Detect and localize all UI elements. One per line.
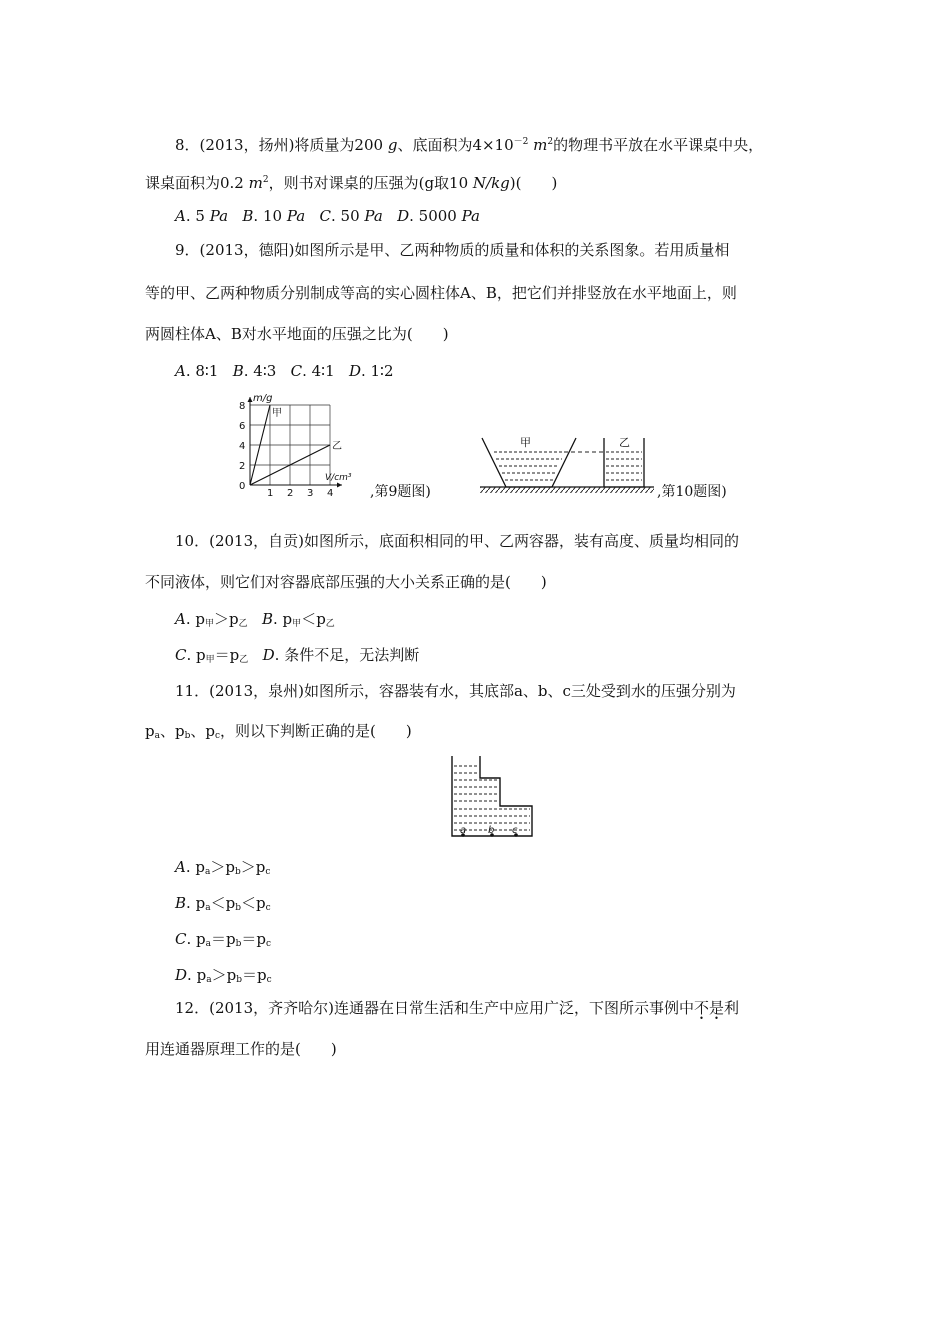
q12-text: 利 (724, 999, 740, 1017)
subscript: 乙 (325, 619, 335, 629)
separator: 、p (190, 722, 215, 740)
operator: ＝ (214, 646, 230, 664)
q10-line1: 10．(2013，自贡)如图所示，底面积相同的甲、乙两容器，装有高度、质量均相同的 (175, 532, 739, 550)
liquid-yi (606, 452, 642, 480)
q8-text: 的物理书平放在水平课桌中央， (553, 136, 764, 154)
q10-options-cd (175, 645, 419, 670)
option-a[interactable]: A. 5 Pa (175, 207, 229, 225)
y-axis-label: m/g (253, 393, 273, 404)
subscript: 乙 (238, 619, 248, 629)
origin-label: 0 (239, 481, 246, 492)
q11-text: ，则以下判断正确的是( ) (220, 722, 412, 740)
subscript: 乙 (239, 655, 249, 665)
y-tick-label: 2 (239, 461, 246, 472)
q9-options (175, 361, 394, 381)
subscript: b (235, 939, 242, 949)
q11-option-b[interactable]: B. $p_a<p_b<p_c$ (175, 894, 271, 913)
q8-text: )( ) (509, 174, 558, 192)
water (454, 766, 530, 830)
symbol-p: p (255, 858, 266, 876)
operator: ＞ (211, 966, 227, 984)
separator: 、p (159, 722, 185, 740)
subscript: c (214, 731, 221, 741)
subscript: a (205, 867, 211, 877)
q9-line2: 等的甲、乙两种物质分别制成等高的实心圆柱体A、B，把它们并排竖放在水平地面上，则 (145, 284, 737, 302)
subscript: 甲 (205, 655, 215, 665)
subscript: b (235, 903, 241, 913)
q11-option-a[interactable]: A. $p_a>p_b>p_c$ (175, 858, 271, 877)
q8-line2 (145, 170, 557, 193)
symbol-p: p (229, 646, 240, 664)
figure-9-chart (228, 392, 370, 502)
option-unit: Pa (209, 207, 229, 225)
subscript: 甲 (292, 619, 302, 629)
subscript: a (205, 939, 212, 949)
figure-11-diagram (446, 754, 536, 840)
q10-options-ab (175, 609, 335, 634)
liquid-jia (494, 452, 564, 480)
option-c[interactable]: C. 50 Pa (319, 207, 383, 225)
x-tick-label: 2 (287, 488, 294, 499)
q11-option-c[interactable]: C. $p_a=p_b=p_c$ (175, 930, 272, 949)
subscript: b (236, 975, 242, 985)
unit-m: m (533, 136, 548, 154)
q11-option-d[interactable]: D. $p_a>p_b=p_c$ (175, 966, 272, 985)
exponent: 2 (262, 175, 269, 185)
y-axis-arrow (248, 397, 253, 402)
label-a: a (460, 825, 467, 836)
ground-hatch (480, 487, 654, 493)
y-tick-label: 4 (239, 441, 246, 452)
option-letter: A (175, 362, 186, 380)
figure-10-caption: ,第10题图) (657, 484, 727, 500)
subscript: c (265, 867, 271, 877)
x-tick-label: 3 (307, 488, 314, 499)
subscript: c (266, 939, 272, 949)
exponent: 2 (547, 137, 554, 147)
q9-line1: 9．(2013，德阳)如图所示是甲、乙两种物质的质量和体积的关系图象。若用质量相 (175, 241, 730, 259)
option-letter: A (175, 858, 186, 876)
option-letter: C (175, 930, 187, 948)
unit-m: m (248, 174, 263, 192)
series-jia-label: 甲 (272, 408, 282, 419)
symbol-p: p (225, 858, 235, 876)
option-letter: C (319, 207, 331, 225)
symbol-p: p (282, 610, 293, 628)
subscript: b (235, 867, 241, 877)
option-letter: B (175, 894, 187, 912)
option-unit: Pa (461, 207, 480, 225)
q12-text: 12．(2013，齐齐哈尔)连通器在日常生活和生产中应用广泛，下图所示事例中 (175, 999, 694, 1017)
option-c[interactable]: C. $p_甲=p_乙$ (175, 646, 249, 665)
symbol-p: p (195, 858, 205, 876)
option-d[interactable]: D. 1∶2 (348, 362, 394, 380)
stepped-container (452, 756, 532, 836)
option-a[interactable]: A. $p_甲>p_乙$ (175, 610, 248, 629)
figure-10-diagram (478, 430, 658, 496)
x-axis-arrow (337, 483, 342, 488)
symbol-p: p (195, 894, 206, 912)
operator: ＝ (241, 966, 257, 984)
subscript: c (265, 903, 271, 913)
unit-g: g (387, 136, 398, 154)
symbol-p: p (196, 930, 206, 948)
symbol-p: p (226, 966, 237, 984)
q11-line2 (145, 721, 412, 746)
symbol-p: p (226, 930, 236, 948)
q8-text: 、底面积为4×10 (397, 136, 514, 154)
option-b[interactable]: B. 4∶3 (232, 362, 277, 380)
option-b[interactable]: B. $p_甲<p_乙$ (261, 610, 335, 629)
option-letter: C (290, 362, 303, 380)
q8-text: 课桌面积为0.2 (145, 174, 249, 192)
option-letter: B (242, 207, 254, 225)
symbol-p: p (229, 610, 239, 628)
q10-line2: 不同液体，则它们对容器底部压强的大小关系正确的是( ) (145, 573, 547, 591)
symbol-p: p (196, 646, 206, 664)
operator: ＜ (301, 610, 317, 628)
option-text: 5 (195, 207, 210, 225)
x-axis-label: V/cm³ (325, 473, 352, 483)
option-letter: B (261, 610, 273, 628)
y-tick-label: 8 (239, 401, 246, 412)
option-unit: Pa (286, 207, 306, 225)
option-text: 条件不足，无法判断 (284, 646, 420, 664)
option-text: 10 (262, 207, 287, 225)
q11-line1: 11．(2013，泉州)如图所示，容器装有水，其底部a、b、c三处受到水的压强分别为 (175, 682, 736, 700)
operator: ＞ (240, 858, 256, 876)
symbol-p: p (316, 610, 326, 628)
y-tick-label: 6 (239, 421, 246, 432)
operator: ＜ (210, 894, 226, 912)
q9-line3: 两圆柱体A、B对水平地面的压强之比为( ) (145, 325, 449, 343)
subscript: 甲 (205, 619, 215, 629)
option-b[interactable]: B. 10 Pa (242, 207, 306, 225)
symbol-p: p (256, 966, 267, 984)
figure-9-caption: ,第9题图) (370, 484, 431, 500)
option-unit: Pa (364, 207, 383, 225)
operator: ＝ (241, 930, 257, 948)
symbol-p: p (256, 930, 267, 948)
option-letter: C (175, 646, 187, 664)
subscript: a (206, 975, 212, 985)
symbol-p: p (145, 722, 155, 740)
x-tick-label: 4 (327, 488, 334, 499)
option-c[interactable]: C. 4∶1 (290, 362, 335, 380)
operator: ＝ (211, 930, 227, 948)
exponent: －2 (513, 137, 529, 147)
option-letter: A (175, 610, 186, 628)
option-d[interactable]: D. 条件不足，无法判断 (262, 646, 420, 664)
option-letter: D (262, 646, 275, 664)
option-letter: A (175, 207, 186, 225)
operator: ＞ (210, 858, 226, 876)
label-b: b (488, 825, 495, 836)
option-a[interactable]: A. 8∶1 (175, 362, 219, 380)
emphasis-is: 是 (708, 999, 724, 1017)
series-yi-label: 乙 (332, 441, 342, 452)
operator: ＞ (214, 610, 230, 628)
q8-options (175, 206, 480, 226)
option-text: 5000 (418, 207, 462, 225)
option-letter: D (175, 966, 188, 984)
option-letter: D (348, 362, 361, 380)
option-d[interactable]: D. 5000 Pa (397, 207, 480, 225)
q12-line2: 用连通器原理工作的是( ) (145, 1040, 337, 1058)
unit-nkg: N/kg (472, 174, 510, 192)
symbol-p: p (255, 894, 266, 912)
operator: ＜ (240, 894, 256, 912)
option-text: 8∶1 (195, 362, 219, 380)
q8-text: ，则书对课桌的压强为(g取10 (268, 174, 473, 192)
subscript: b (184, 731, 191, 741)
option-text: 1∶2 (370, 362, 394, 380)
subscript: a (154, 731, 160, 741)
symbol-p: p (196, 966, 207, 984)
label-jia: 甲 (520, 436, 531, 449)
label-c: c (512, 825, 518, 836)
option-letter: D (397, 207, 410, 225)
symbol-p: p (195, 610, 205, 628)
q8-text: 8．(2013，扬州)将质量为200 (175, 136, 388, 154)
symbol-p: p (225, 894, 236, 912)
option-text: 4∶3 (253, 362, 277, 380)
q8-line1 (175, 132, 763, 155)
x-tick-label: 1 (267, 488, 274, 499)
option-letter: B (232, 362, 244, 380)
option-text: 4∶1 (311, 362, 335, 380)
subscript: c (266, 975, 272, 985)
q12-line1 (175, 998, 739, 1018)
emphasis-not: 不 (693, 999, 709, 1017)
subscript: a (205, 903, 211, 913)
label-yi: 乙 (619, 436, 630, 449)
option-text: 50 (340, 207, 365, 225)
